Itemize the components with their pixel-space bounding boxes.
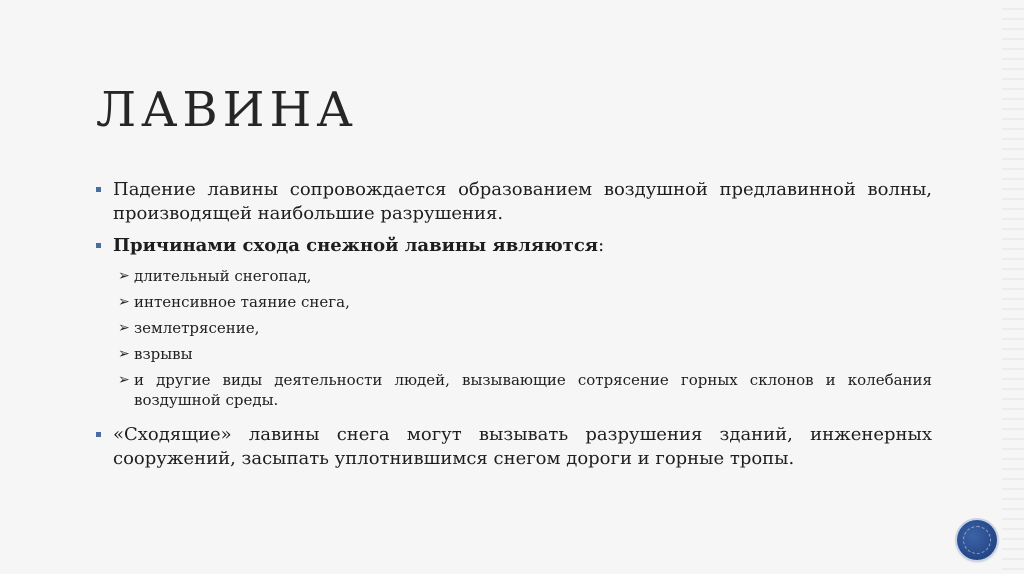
chevron-right-icon: ➢ <box>118 372 130 388</box>
causes-list <box>96 266 932 410</box>
list-item <box>96 344 932 364</box>
chevron-right-icon: ➢ <box>118 346 130 362</box>
bullet-heading-colon: : <box>598 235 605 256</box>
square-bullet-icon <box>96 187 101 192</box>
chevron-right-icon: ➢ <box>118 268 130 284</box>
slide-title: ЛАВИНА <box>96 82 358 138</box>
emblem-ring <box>963 526 991 554</box>
chevron-right-icon: ➢ <box>118 294 130 310</box>
list-item-text: длительный снегопад, <box>134 267 312 285</box>
bullet-item-1 <box>96 178 932 226</box>
bullet-item-2 <box>96 234 932 258</box>
list-item-text: взрывы <box>134 345 193 363</box>
bullet-heading: Причинами схода снежной лавины являются <box>113 235 599 256</box>
bullet-item-3 <box>96 423 932 471</box>
list-item-text: и другие виды деятельности людей, вызывающие сотрясение горных склонов и колебания воздушной среды. <box>134 371 932 409</box>
slide-content <box>96 178 932 479</box>
round-emblem-icon <box>957 520 997 560</box>
square-bullet-icon <box>96 432 101 437</box>
list-item <box>96 292 932 312</box>
bullet-text: «Сходящие» лавины снега могут вызывать разрушения зданий, инженерных сооружений, засыпать уплотнившимся снегом дороги и горные тропы. <box>113 424 932 469</box>
list-item-text: интенсивное таяние снега, <box>134 293 350 311</box>
list-item <box>96 266 932 286</box>
list-item <box>96 370 932 410</box>
bullet-text: Падение лавины сопровождается образованием воздушной предлавинной волны, производящей наибольшие разрушения. <box>113 179 932 224</box>
square-bullet-icon <box>96 243 101 248</box>
list-item <box>96 318 932 338</box>
decorative-strip <box>1002 0 1024 574</box>
chevron-right-icon: ➢ <box>118 320 130 336</box>
list-item-text: землетрясение, <box>134 319 260 337</box>
